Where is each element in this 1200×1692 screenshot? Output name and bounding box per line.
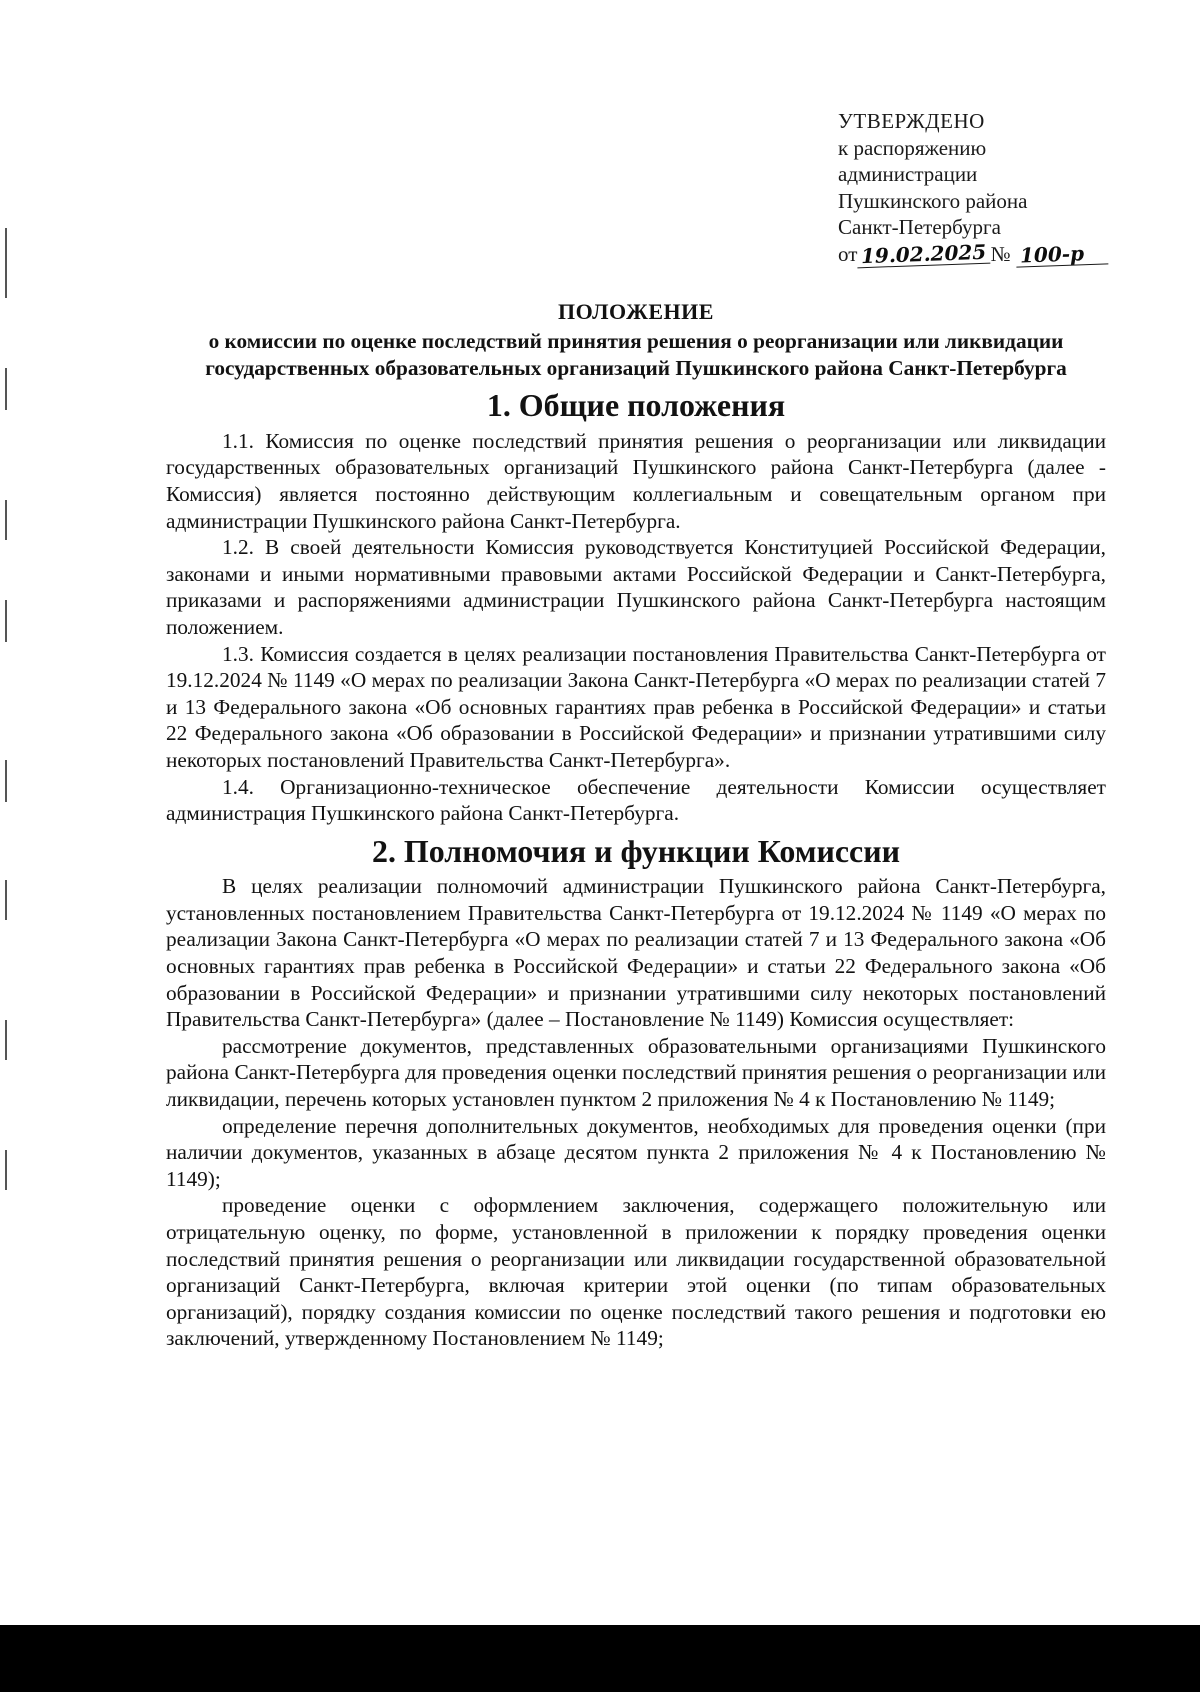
section-title: 1. Общие положения bbox=[486, 388, 786, 424]
handwritten-number: 100-р bbox=[1016, 241, 1109, 267]
paragraph: проведение оценки с оформлением заключения, содержащего положительную или отрицательную оценку, по форме, установленной в приложении к порядку проведения оценки последствий принятия решения о реорганизации или ликвидации государственной образовательной организаций Санкт-Петербурга, включая критерии этой оценки (по типам образовательных организаций), порядку создания комиссии по оценке последствий такого решения и подготовки ею заключений, утвержденному Постановлением № 1149; bbox=[166, 1193, 1106, 1351]
paragraph: 1.2. В своей деятельности Комиссия руководствуется Конституцией Российской Федерации, законами и иными нормативными правовыми актами Российской Федерации и Санкт-Петербурга, приказами и распоряжениями администрации Пушкинского района Санкт-Петербурга настоящим положением. bbox=[166, 535, 1106, 639]
paragraph: В целях реализации полномочий администрации Пушкинского района Санкт-Петербурга, установленных постановлением Правительства Санкт-Петербурга от 19.12.2024 № 1149 «О мерах по реализации Закона Санкт-Петербурга «О мерах по реализации статей 7 и 13 Федерального закона «Об основных гарантиях прав ребенка в Российской Федерации» и статьи 22 Федерального закона «Об образовании в Российской Федерации» и признании утратившими силу некоторых постановлений Правительства Санкт-Петербурга» (далее – Постановление № 1149) Комиссия осуществляет: bbox=[166, 874, 1106, 1032]
scan-margin-mark bbox=[5, 600, 7, 642]
paragraph: 1.3. Комиссия создается в целях реализации постановления Правительства Санкт-Петербурга от 19.12.2024 № 1149 «О мерах по реализации Закона Санкт-Петербурга «О мерах по реализации статей 7 и 13 Федерального закона «Об основных гарантиях прав ребенка в Российской Федерации» и статьи 22 Федерального закона «Об образовании в Российской Федерации» и признании утратившими силу некоторых постановлений Правительства Санкт-Петербурга». bbox=[166, 641, 1106, 772]
document-body bbox=[166, 298, 1106, 1352]
approval-line: администрации bbox=[838, 162, 978, 186]
scan-margin-mark bbox=[5, 1150, 7, 1190]
paragraph: рассмотрение документов, представленных образовательными организациями Пушкинского района Санкт-Петербурга для проведения оценки последствий принятия решения о реорганизации или ликвидации, перечень которых установлен пунктом 2 приложения № 4 к Постановлению № 1149; bbox=[166, 1033, 1106, 1112]
scan-margin-mark bbox=[5, 368, 7, 410]
paragraph: 1.4. Организационно-техническое обеспечение деятельности Комиссии осуществляет администрация Пушкинского района Санкт-Петербурга. bbox=[166, 774, 1106, 826]
document-subtitle: о комиссии по оценке последствий принятия решения о реорганизации или ликвидации государственных образовательных организаций Пушкинского района Санкт-Петербурга bbox=[205, 329, 1067, 380]
scan-margin-mark bbox=[5, 500, 7, 540]
document-title: ПОЛОЖЕНИЕ bbox=[558, 299, 714, 324]
scan-margin-mark bbox=[5, 228, 7, 298]
approval-date-line bbox=[838, 241, 1168, 268]
approval-line: Пушкинского района bbox=[838, 188, 1028, 213]
approval-stamp bbox=[838, 108, 1168, 267]
number-sign: № bbox=[990, 241, 1011, 266]
approval-line: к распоряжению bbox=[838, 135, 987, 160]
approval-line: Санкт-Петербурга bbox=[838, 215, 1001, 239]
scan-margin-mark bbox=[5, 760, 7, 802]
paragraph: определение перечня дополнительных документов, необходимых для проведения оценки (при наличии документов, указанных в абзаце десятом пункта 2 приложения № 4 к Постановлению № 1149); bbox=[166, 1113, 1106, 1191]
scan-bottom-bar bbox=[0, 1625, 1200, 1692]
handwritten-date: 19.02.2025 bbox=[857, 240, 991, 268]
approval-title: УТВЕРЖДЕНО bbox=[838, 109, 985, 133]
scan-margin-mark bbox=[5, 880, 7, 920]
paragraph: 1.1. Комиссия по оценке последствий принятия решения о реорганизации или ликвидации государственных образовательных организаций Пушкинского района Санкт-Петербурга (далее - Комиссия) является постоянно действующим коллегиальным и совещательным органом при администрации Пушкинского района Санкт-Петербурга. bbox=[166, 428, 1106, 533]
section-title: 2. Полномочия и функции Комиссии bbox=[371, 833, 901, 869]
date-prefix: от bbox=[838, 241, 858, 266]
scan-margin-mark bbox=[5, 1020, 7, 1060]
